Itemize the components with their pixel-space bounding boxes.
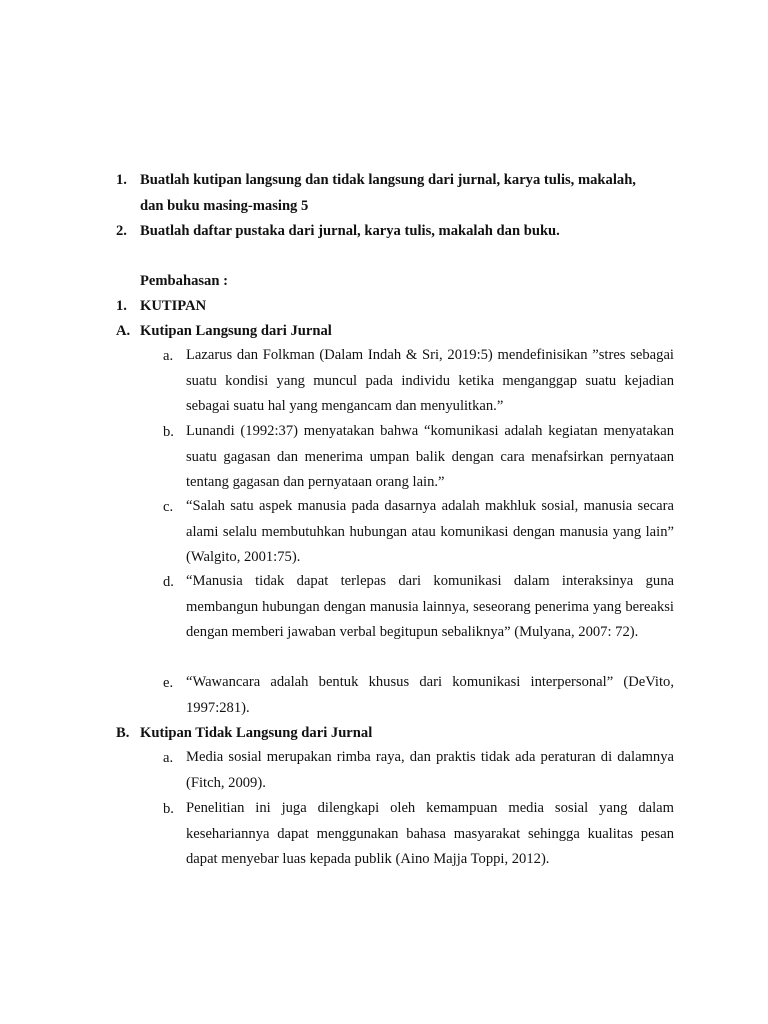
task-1-line-2: dan buku masing-masing 5 bbox=[140, 198, 309, 214]
section-1-title: KUTIPAN bbox=[140, 298, 207, 314]
discussion-heading: Pembahasan : bbox=[140, 273, 228, 289]
citation-item-a-a bbox=[186, 343, 674, 420]
section-b-title: Kutipan Tidak Langsung dari Jurnal bbox=[140, 725, 373, 741]
citation-item-a-e bbox=[186, 670, 674, 721]
citation-text: Lunandi (1992:37) menyatakan bahwa “komunikasi adalah kegiatan menyatakan suatu gagasan dan menerima umpan balik dengan cara menafsirkan pernyataan tentang gagasan dan pernyataan orang lain.” bbox=[186, 423, 674, 491]
section-1-number: 1. bbox=[116, 298, 127, 314]
list-item-marker: a. bbox=[163, 348, 174, 364]
section-a-letter: A. bbox=[116, 323, 131, 339]
citation-item-a-d bbox=[186, 569, 674, 646]
citation-text: Lazarus dan Folkman (Dalam Indah & Sri, 2019:5) mendefinisikan ”stres sebagai suatu kondisi yang muncul pada individu ketika menganggap suatu kejadian sebagai suatu hal yang mengancam dan menyulitkan.” bbox=[186, 347, 674, 415]
citation-item-a-b bbox=[186, 419, 674, 496]
section-b-letter: B. bbox=[116, 725, 130, 741]
citation-text: “Wawancara adalah bentuk khusus dari komunikasi interpersonal” (DeVito, 1997:281). bbox=[186, 674, 674, 716]
list-item-marker: a. bbox=[163, 750, 174, 766]
citation-text: Penelitian ini juga dilengkapi oleh kemampuan media sosial yang dalam kesehariannya dapat menggunakan bahasa masyarakat sehingga kualitas pesan dapat menyebar luas kepada publik (Aino Majja Toppi, 2012). bbox=[186, 800, 674, 868]
citation-item-b-a bbox=[186, 745, 674, 796]
citation-text: “Manusia tidak dapat terlepas dari komunikasi dalam interaksinya guna membangun hubungan dengan manusia lainnya, seseorang penerima yang bereaksi dengan memberi jawaban verbal begitupun sebaliknya” (Mulyana, 2007: 72). bbox=[186, 573, 674, 641]
section-a-title: Kutipan Langsung dari Jurnal bbox=[140, 323, 332, 339]
citation-text: “Salah satu aspek manusia pada dasarnya adalah makhluk sosial, manusia secara alami selalu membutuhkan hubungan atau komunikasi dengan manusia yang lain” (Walgito, 2001:75). bbox=[186, 498, 674, 566]
citation-text: Media sosial merupakan rimba raya, dan praktis tidak ada peraturan di dalamnya (Fitch, 2009). bbox=[186, 749, 674, 791]
list-item-marker: b. bbox=[163, 801, 174, 817]
citation-item-b-b bbox=[186, 796, 674, 873]
list-item-marker: c. bbox=[163, 499, 174, 515]
list-item-marker: e. bbox=[163, 675, 174, 691]
task-2-line-1: Buatlah daftar pustaka dari jurnal, karya tulis, makalah dan buku. bbox=[140, 223, 560, 239]
list-item-marker: d. bbox=[163, 574, 174, 590]
task-1-line-1: Buatlah kutipan langsung dan tidak langsung dari jurnal, karya tulis, makalah, bbox=[140, 172, 636, 188]
task-2-number: 2. bbox=[116, 223, 127, 239]
citation-item-a-c bbox=[186, 494, 674, 571]
task-1-number: 1. bbox=[116, 172, 127, 188]
list-item-marker: b. bbox=[163, 424, 174, 440]
